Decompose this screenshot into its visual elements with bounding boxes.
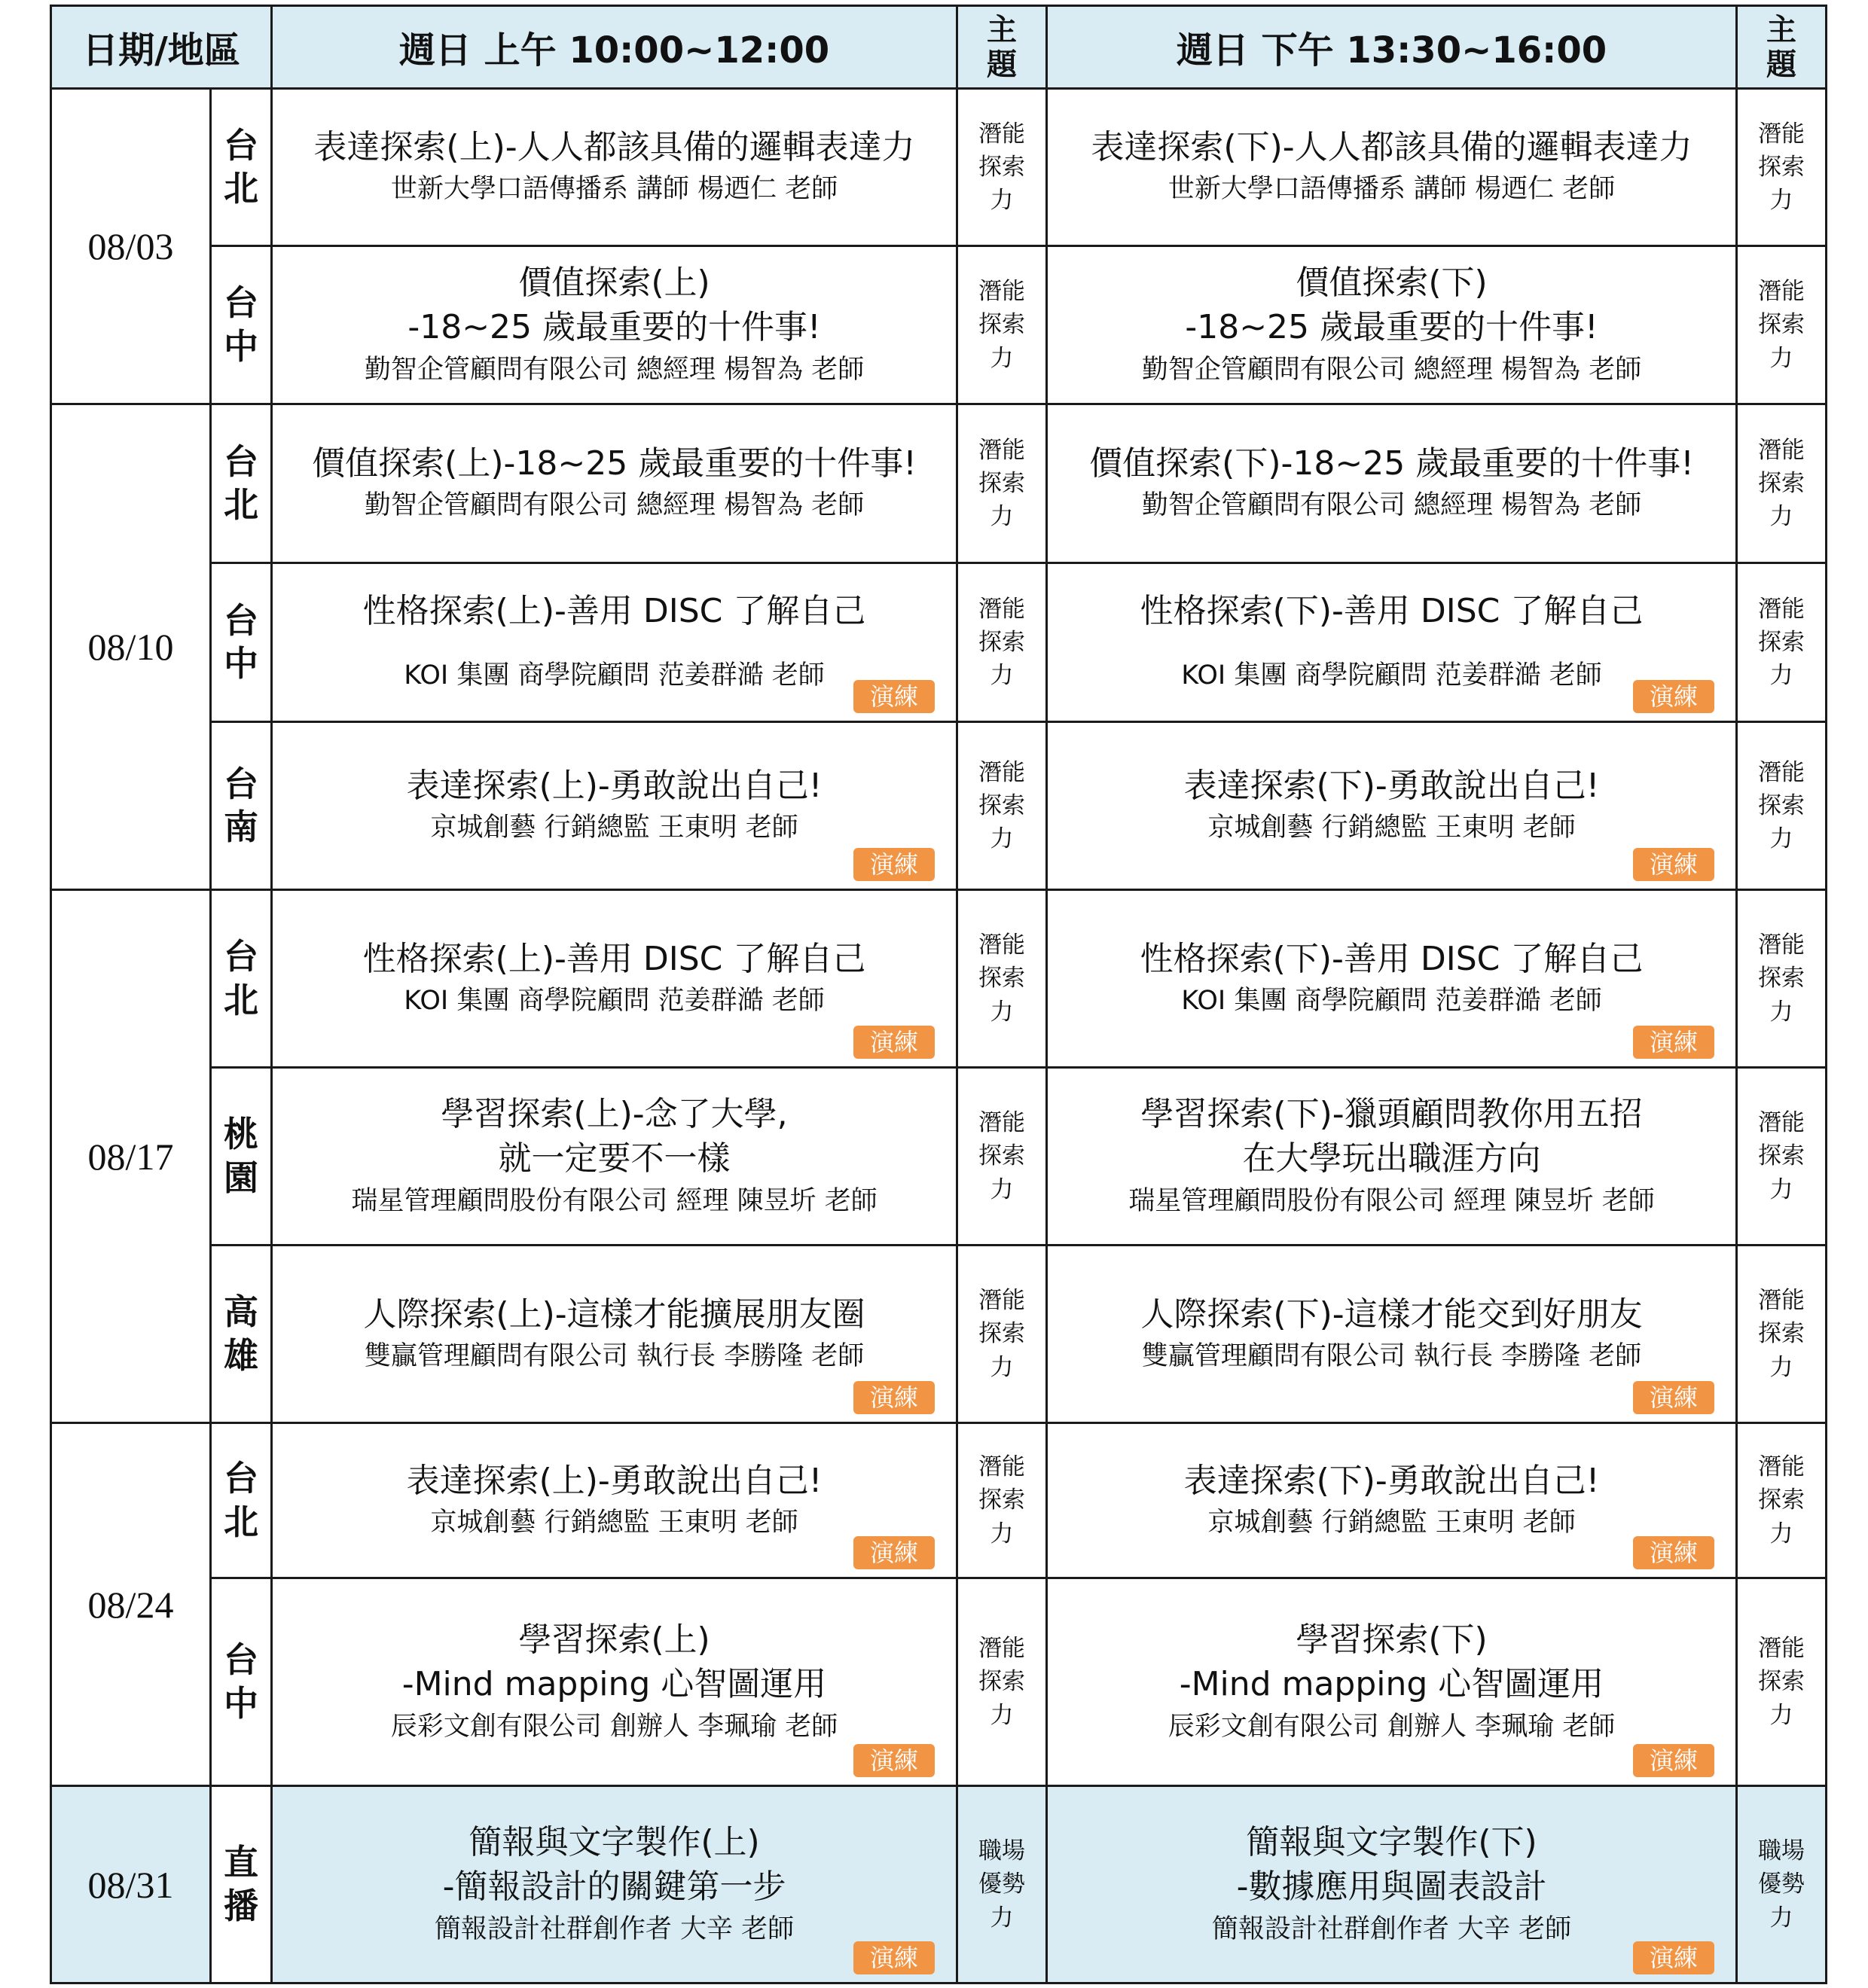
date-cell: 08/03	[51, 89, 211, 404]
session-am: 簡報與文字製作(上) -簡報設計的關鍵第一步 簡報設計社群創作者 大辛 老師 演練	[272, 1786, 957, 1983]
session-pm: 簡報與文字製作(下) -數據應用與圖表設計 簡報設計社群創作者 大辛 老師 演練	[1047, 1786, 1737, 1983]
region-cell: 桃 園	[211, 1068, 272, 1246]
region-cell: 台 北	[211, 404, 272, 563]
date-cell: 08/31	[51, 1786, 211, 1983]
session-pm: 表達探索(下)-勇敢說出自己! 京城創藝 行銷總監 王東明 老師 演練	[1047, 1423, 1737, 1578]
practice-badge: 演練	[853, 680, 935, 713]
session-pm: 價值探索(下)-18~25 歲最重要的十件事! 勤智企管顧問有限公司 總經理 楊智為 老師	[1047, 404, 1737, 563]
schedule-row	[51, 246, 1827, 404]
header-theme-pm: 主 題	[1737, 6, 1827, 89]
session-pm: 學習探索(下)-獵頭顧問教你用五招 在大學玩出職涯方向 瑞星管理顧問股份有限公司 經理 陳昱圻 老師	[1047, 1068, 1737, 1246]
theme-am: 潛能 探索 力	[957, 404, 1047, 563]
region-cell: 台 中	[211, 1578, 272, 1786]
theme-am: 潛能 探索 力	[957, 89, 1047, 246]
date-cell: 08/24	[51, 1423, 211, 1786]
practice-badge: 演練	[1633, 1381, 1714, 1414]
header-morning: 週日 上午 10:00~12:00	[272, 6, 957, 89]
practice-badge: 演練	[853, 1381, 935, 1414]
theme-am: 潛能 探索 力	[957, 246, 1047, 404]
theme-pm: 潛能 探索 力	[1737, 1246, 1827, 1423]
session-pm: 性格探索(下)-善用 DISC 了解自己 KOI 集團 商學院顧問 范姜群澔 老師 演練	[1047, 890, 1737, 1068]
session-pm: 學習探索(下) -Mind mapping 心智圖運用 辰彩文創有限公司 創辦人 李珮瑜 老師 演練	[1047, 1578, 1737, 1786]
region-cell: 台 北	[211, 89, 272, 246]
session-am: 性格探索(上)-善用 DISC 了解自己 KOI 集團 商學院顧問 范姜群澔 老師 演練	[272, 890, 957, 1068]
practice-badge: 演練	[853, 1536, 935, 1569]
schedule-row	[51, 563, 1827, 722]
practice-badge: 演練	[1633, 1026, 1714, 1059]
theme-am: 潛能 探索 力	[957, 1246, 1047, 1423]
schedule-row	[51, 722, 1827, 890]
schedule-row	[51, 404, 1827, 563]
theme-am: 職場 優勢 力	[957, 1786, 1047, 1983]
session-am: 性格探索(上)-善用 DISC 了解自己 KOI 集團 商學院顧問 范姜群澔 老師 演練	[272, 563, 957, 722]
session-pm: 人際探索(下)-這樣才能交到好朋友 雙贏管理顧問有限公司 執行長 李勝隆 老師 演練	[1047, 1246, 1737, 1423]
theme-am: 潛能 探索 力	[957, 1068, 1047, 1246]
theme-pm: 職場 優勢 力	[1737, 1786, 1827, 1983]
theme-am: 潛能 探索 力	[957, 1578, 1047, 1786]
date-cell: 08/10	[51, 404, 211, 890]
date-cell: 08/17	[51, 890, 211, 1423]
session-am: 學習探索(上) -Mind mapping 心智圖運用 辰彩文創有限公司 創辦人 李珮瑜 老師 演練	[272, 1578, 957, 1786]
practice-badge: 演練	[1633, 848, 1714, 881]
session-pm: 表達探索(下)-人人都該具備的邏輯表達力 世新大學口語傳播系 講師 楊迺仁 老師	[1047, 89, 1737, 246]
practice-badge: 演練	[853, 848, 935, 881]
session-pm: 表達探索(下)-勇敢說出自己! 京城創藝 行銷總監 王東明 老師 演練	[1047, 722, 1737, 890]
schedule-row	[51, 1423, 1827, 1578]
region-cell: 台 南	[211, 722, 272, 890]
theme-pm: 潛能 探索 力	[1737, 404, 1827, 563]
theme-pm: 潛能 探索 力	[1737, 563, 1827, 722]
schedule-row	[51, 1578, 1827, 1786]
theme-pm: 潛能 探索 力	[1737, 1068, 1827, 1246]
session-pm: 性格探索(下)-善用 DISC 了解自己 KOI 集團 商學院顧問 范姜群澔 老師 演練	[1047, 563, 1737, 722]
session-am: 價值探索(上)-18~25 歲最重要的十件事! 勤智企管顧問有限公司 總經理 楊智為 老師	[272, 404, 957, 563]
region-cell: 台 中	[211, 246, 272, 404]
practice-badge: 演練	[853, 1941, 935, 1974]
theme-am: 潛能 探索 力	[957, 1423, 1047, 1578]
session-am: 人際探索(上)-這樣才能擴展朋友圈 雙贏管理顧問有限公司 執行長 李勝隆 老師 演練	[272, 1246, 957, 1423]
session-pm: 價值探索(下) -18~25 歲最重要的十件事! 勤智企管顧問有限公司 總經理 楊智為 老師	[1047, 246, 1737, 404]
practice-badge: 演練	[1633, 680, 1714, 713]
schedule-row	[51, 890, 1827, 1068]
theme-am: 潛能 探索 力	[957, 563, 1047, 722]
theme-pm: 潛能 探索 力	[1737, 722, 1827, 890]
region-cell: 台 中	[211, 563, 272, 722]
theme-pm: 潛能 探索 力	[1737, 89, 1827, 246]
region-cell: 台 北	[211, 890, 272, 1068]
session-am: 表達探索(上)-勇敢說出自己! 京城創藝 行銷總監 王東明 老師 演練	[272, 1423, 957, 1578]
session-am: 表達探索(上)-人人都該具備的邏輯表達力 世新大學口語傳播系 講師 楊迺仁 老師	[272, 89, 957, 246]
region-cell: 高 雄	[211, 1246, 272, 1423]
header-row	[51, 6, 1827, 89]
practice-badge: 演練	[853, 1026, 935, 1059]
session-am: 學習探索(上)-念了大學, 就一定要不一樣 瑞星管理顧問股份有限公司 經理 陳昱圻 老師	[272, 1068, 957, 1246]
schedule-row	[51, 89, 1827, 246]
practice-badge: 演練	[1633, 1744, 1714, 1777]
theme-pm: 潛能 探索 力	[1737, 1578, 1827, 1786]
header-date-region: 日期/地區	[51, 6, 272, 89]
practice-badge: 演練	[1633, 1536, 1714, 1569]
header-afternoon: 週日 下午 13:30~16:00	[1047, 6, 1737, 89]
theme-pm: 潛能 探索 力	[1737, 1423, 1827, 1578]
schedule-row	[51, 1068, 1827, 1246]
session-am: 表達探索(上)-勇敢說出自己! 京城創藝 行銷總監 王東明 老師 演練	[272, 722, 957, 890]
theme-pm: 潛能 探索 力	[1737, 246, 1827, 404]
schedule-row-live	[51, 1786, 1827, 1983]
header-theme-am: 主 題	[957, 6, 1047, 89]
theme-am: 潛能 探索 力	[957, 722, 1047, 890]
practice-badge: 演練	[853, 1744, 935, 1777]
schedule-table	[50, 5, 1827, 1984]
region-cell: 直 播	[211, 1786, 272, 1983]
theme-am: 潛能 探索 力	[957, 890, 1047, 1068]
theme-pm: 潛能 探索 力	[1737, 890, 1827, 1068]
region-cell: 台 北	[211, 1423, 272, 1578]
schedule-row	[51, 1246, 1827, 1423]
practice-badge: 演練	[1633, 1941, 1714, 1974]
session-am: 價值探索(上) -18~25 歲最重要的十件事! 勤智企管顧問有限公司 總經理 楊智為 老師	[272, 246, 957, 404]
